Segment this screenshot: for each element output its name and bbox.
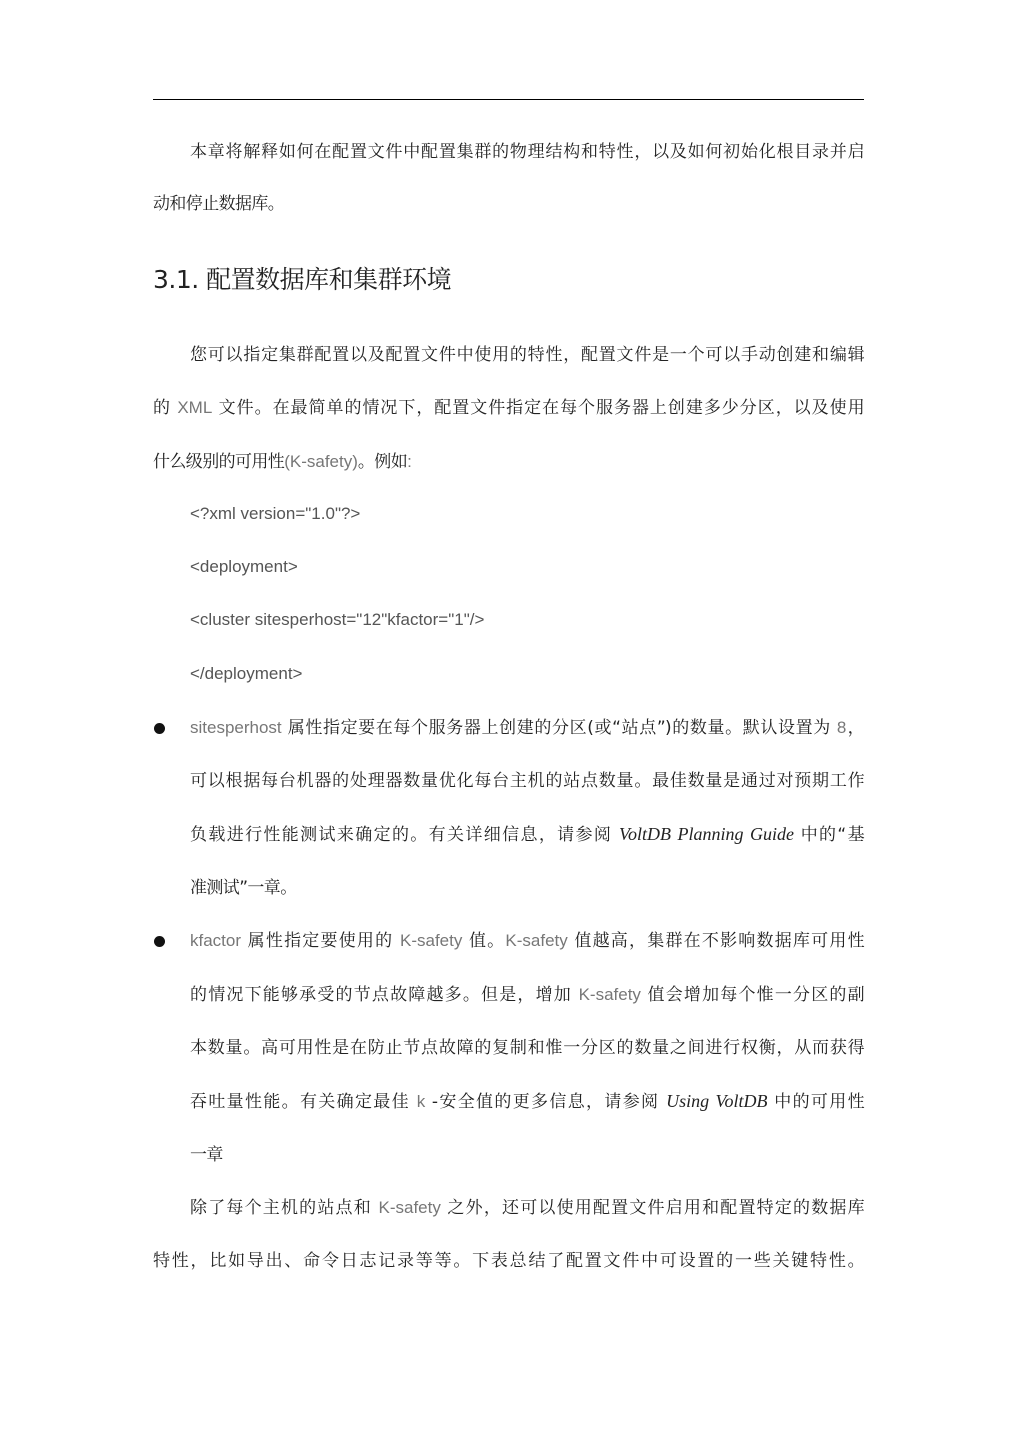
text-segment: 值越高，集群在不影响数据库可用性 bbox=[567, 931, 864, 951]
text-line bbox=[190, 875, 297, 901]
text-segment: 可以根据每台机器的处理器数量优化每台主机的站点数量。最佳数量是通过对预期工作 bbox=[190, 771, 864, 791]
text-line bbox=[190, 661, 302, 687]
text-segment: 除了每个主机的站点和 bbox=[190, 1198, 379, 1218]
bullet-icon bbox=[154, 723, 165, 734]
text-segment: 动和停止数据库。 bbox=[153, 194, 285, 214]
text-segment: K-safety bbox=[399, 931, 463, 950]
section-heading: 3.1. 配置数据库和集群环境 bbox=[153, 265, 452, 294]
text-segment: 什么级别的可用性 bbox=[153, 452, 285, 472]
text-segment: 本章将解释如何在配置文件中配置集群的物理结构和特性，以及如何初始化根目录并启 bbox=[190, 142, 864, 162]
text-segment: 值会增加每个惟一分区的副 bbox=[640, 985, 864, 1005]
text-segment: 之外，还可以使用配置文件启用和配置特定的数据库 bbox=[440, 1198, 864, 1218]
text-line bbox=[153, 449, 412, 475]
text-segment: 中的“基 bbox=[793, 825, 864, 845]
text-segment: K-safety bbox=[378, 1198, 441, 1217]
text-line bbox=[190, 928, 864, 954]
text-segment: 特性，比如导出、命令日志记录等等。下表总结了配置文件中可设置的一些关键特性。 bbox=[153, 1251, 864, 1271]
code-text: <deployment> bbox=[190, 557, 298, 576]
text-line bbox=[190, 342, 864, 368]
text-segment: ， bbox=[846, 718, 864, 738]
text-segment: K-safety bbox=[578, 985, 641, 1004]
text-segment: kfactor bbox=[190, 931, 242, 950]
text-line bbox=[153, 191, 284, 217]
text-segment: 一章 bbox=[190, 1145, 223, 1165]
text-segment: -安全值的更多信息，请参阅 bbox=[425, 1092, 667, 1112]
text-segment: 您可以指定集群配置以及配置文件中使用的特性，配置文件是一个可以手动创建和编辑 bbox=[190, 345, 864, 365]
text-segment: 文件。在最简单的情况下，配置文件指定在每个服务器上创建多少分区，以及使用 bbox=[212, 398, 864, 418]
text-segment: sitesperhost bbox=[190, 718, 282, 737]
text-line bbox=[153, 395, 864, 421]
book-title: VoltDB Planning Guide bbox=[619, 824, 794, 844]
text-segment: 8 bbox=[836, 718, 847, 737]
text-line bbox=[153, 1248, 864, 1274]
text-line bbox=[190, 554, 298, 580]
header-rule bbox=[153, 99, 864, 100]
text-segment: 负载进行性能测试来确定的。有关详细信息，请参阅 bbox=[190, 825, 620, 845]
text-line bbox=[190, 1142, 223, 1168]
text-line bbox=[190, 1088, 864, 1114]
text-line bbox=[190, 715, 864, 741]
text-line bbox=[190, 501, 360, 527]
code-text: </deployment> bbox=[190, 664, 303, 683]
text-line bbox=[190, 768, 864, 794]
text-segment: : bbox=[407, 452, 412, 471]
text-segment: K-safety bbox=[505, 931, 568, 950]
text-line bbox=[190, 1195, 864, 1221]
book-title: Using VoltDB bbox=[666, 1091, 768, 1111]
text-segment: 属性指定要使用的 bbox=[241, 931, 400, 951]
text-line bbox=[190, 1035, 864, 1061]
bullet-icon bbox=[154, 936, 165, 947]
code-text: <?xml version="1.0"?> bbox=[190, 504, 361, 523]
text-segment: 本数量。高可用性是在防止节点故障的复制和惟一分区的数量之间进行权衡，从而获得 bbox=[190, 1038, 864, 1058]
text-line bbox=[190, 821, 864, 847]
text-segment: 中的可用性 bbox=[767, 1092, 864, 1112]
text-segment: k bbox=[416, 1092, 426, 1111]
text-line bbox=[190, 607, 484, 633]
text-segment: 准测试”一章。 bbox=[190, 878, 297, 898]
text-segment: 吞吐量性能。有关确定最佳 bbox=[190, 1092, 417, 1112]
text-segment: 的 bbox=[153, 398, 178, 418]
text-line bbox=[190, 139, 864, 165]
text-segment: XML bbox=[177, 398, 213, 417]
text-segment: 。例如 bbox=[357, 452, 408, 472]
text-line bbox=[190, 982, 864, 1008]
text-segment: 属性指定要在每个服务器上创建的分区(或“站点”)的数量。默认设置为 bbox=[281, 718, 837, 738]
code-text: <cluster sitesperhost="12"kfactor="1"/> bbox=[190, 610, 485, 629]
text-segment: 的情况下能够承受的节点故障越多。但是，增加 bbox=[190, 985, 579, 1005]
text-segment: 值。 bbox=[462, 931, 506, 951]
text-segment: (K-safety) bbox=[284, 452, 358, 471]
